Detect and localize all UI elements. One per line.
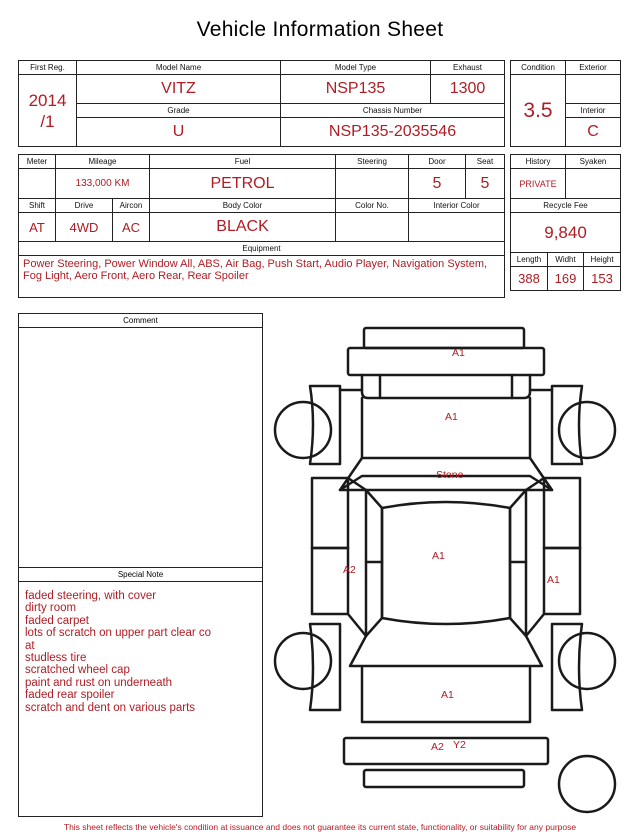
damage-mark-rear-bumper: Y2 (453, 739, 466, 751)
special-note-item: lots of scratch on upper part clear co (25, 627, 212, 640)
aircon-value: AC (113, 213, 150, 242)
hood-outline (362, 398, 530, 458)
first-reg-value (19, 75, 77, 147)
syaken-label: Syaken (566, 155, 621, 169)
chassis-value: NSP135-2035546 (281, 118, 505, 147)
roof-outline (382, 502, 510, 624)
special-note-item: faded carpet (25, 614, 89, 627)
shift-label: Shift (19, 199, 56, 213)
fuel-label: Fuel (150, 155, 336, 169)
history-label: History (511, 155, 566, 169)
equipment-label: Equipment (19, 242, 505, 256)
steering-value (336, 169, 409, 199)
length-label: Length (511, 253, 548, 267)
rear-bumper-outline (344, 738, 548, 764)
interior-color-label: Interior Color (409, 199, 505, 213)
recycle-fee-label: Recycle Fee (511, 199, 621, 213)
special-note-item: studless tire (25, 652, 87, 665)
special-note-item: faded rear spoiler (25, 689, 115, 702)
comment-box (18, 313, 263, 568)
condition-score: 3.5 (511, 75, 566, 147)
model-type-value: NSP135 (281, 75, 431, 104)
grade-label: Grade (77, 104, 281, 118)
damage-mark-hood: A1 (445, 411, 458, 423)
interior-value: C (566, 118, 621, 147)
exhaust-value: 1300 (431, 75, 505, 104)
car-damage-diagram (270, 318, 622, 818)
special-note-list (19, 582, 262, 722)
special-note-item: scratch and dent on various parts (25, 701, 196, 714)
door-value: 5 (409, 169, 466, 199)
hood-outline (362, 375, 530, 398)
right-rear-wheel (559, 633, 615, 689)
first-reg-label: First Reg. (19, 61, 77, 75)
mileage-label: Mileage (56, 155, 150, 169)
grade-value: U (77, 118, 281, 147)
spare-wheel (559, 756, 615, 812)
model-name-label: Model Name (77, 61, 281, 75)
condition-table (510, 60, 621, 147)
damage-mark-left-side: A2 (343, 564, 356, 576)
front-bumper-outline (364, 328, 524, 348)
color-no-label: Color No. (336, 199, 409, 213)
exhaust-label: Exhaust (431, 61, 505, 75)
meter-value (19, 169, 56, 199)
special-note-item: faded steering, with cover (25, 590, 157, 602)
seat-label: Seat (466, 155, 505, 169)
first-reg-year: 2014 (28, 90, 67, 110)
seat-value: 5 (466, 169, 505, 199)
special-note-item: paint and rust on underneath (25, 676, 173, 689)
aircon-label: Aircon (113, 199, 150, 213)
details-table (18, 154, 505, 298)
first-reg-month: /1 (40, 111, 55, 131)
syaken-value (566, 169, 621, 199)
length-value: 388 (511, 267, 548, 291)
recycle-fee-value: 9,840 (511, 213, 621, 253)
special-note-label: Special Note (19, 568, 262, 582)
damage-mark-trunk: A1 (441, 689, 454, 701)
color-no-value (336, 213, 409, 242)
width-value: 169 (548, 267, 584, 291)
width-label: Widht (548, 253, 584, 267)
damage-mark-right-side: A1 (547, 574, 560, 586)
damage-mark-windshield: Stone (436, 469, 464, 481)
left-rear-fender (310, 624, 340, 710)
special-note-box (18, 567, 263, 817)
body-color-value: BLACK (150, 213, 336, 242)
exterior-value (566, 75, 621, 104)
disclaimer-footer: This sheet reflects the vehicle's condition at issuance and does not guarantee its current state, functionality, or suitability for any purpose (63, 822, 577, 832)
side-info-table (510, 154, 621, 291)
equipment-value: Power Steering, Power Window All, ABS, Air Bag, Push Start, Audio Player, Navigation System, Fog Light, Aero Front, Aero Rear, Rear Spoiler (23, 258, 488, 282)
damage-mark-rear-bumper: A2 (431, 741, 444, 753)
mileage-value: 133,000 KM (56, 169, 150, 199)
page-title: Vehicle Information Sheet (196, 18, 444, 41)
interior-color-value (409, 213, 505, 242)
vehicle-info-table (18, 60, 505, 147)
chassis-label: Chassis Number (281, 104, 505, 118)
left-rear-wheel (275, 633, 331, 689)
comment-label: Comment (19, 314, 262, 328)
body-color-label: Body Color (150, 199, 336, 213)
drive-label: Drive (56, 199, 113, 213)
condition-label: Condition (511, 61, 566, 75)
rear-window-outline (350, 636, 542, 666)
height-label: Height (584, 253, 621, 267)
rear-valance-outline (364, 770, 524, 787)
left-rear-door (312, 548, 348, 614)
shift-value: AT (19, 213, 56, 242)
steering-label: Steering (336, 155, 409, 169)
special-note-item: dirty room (25, 602, 77, 615)
special-note-item: at (25, 639, 35, 652)
meter-label: Meter (19, 155, 56, 169)
equipment-cell (19, 256, 505, 298)
left-front-fender (310, 386, 340, 464)
interior-label: Interior (566, 104, 621, 118)
damage-mark-roof: A1 (432, 550, 445, 562)
exterior-label: Exterior (566, 61, 621, 75)
special-note-item: scratched wheel cap (25, 664, 130, 677)
front-grille-outline (348, 348, 544, 375)
history-value: PRIVATE (511, 169, 566, 199)
height-value: 153 (584, 267, 621, 291)
model-name-value: VITZ (77, 75, 281, 104)
left-sill (348, 614, 366, 636)
drive-value: 4WD (56, 213, 113, 242)
right-front-wheel (559, 402, 615, 458)
model-type-label: Model Type (281, 61, 431, 75)
door-label: Door (409, 155, 466, 169)
right-sill (526, 614, 544, 636)
fuel-value: PETROL (150, 169, 336, 199)
damage-mark-front-bumper: A1 (452, 347, 465, 359)
right-front-fender (552, 386, 582, 464)
right-rear-fender (552, 624, 582, 710)
left-front-wheel (275, 402, 331, 458)
